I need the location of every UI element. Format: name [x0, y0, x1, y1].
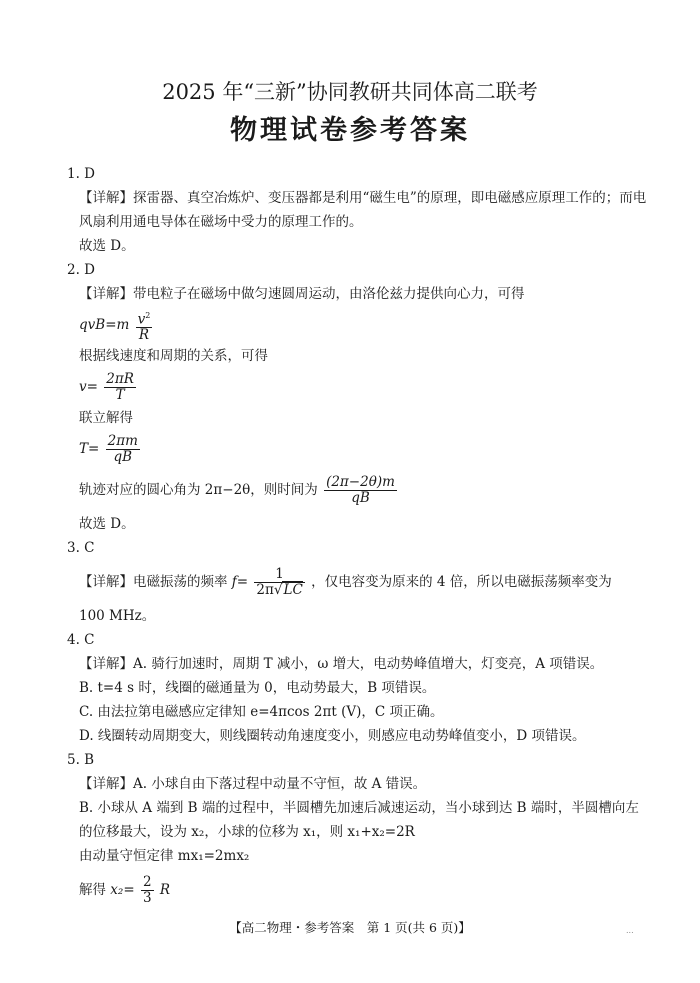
eq1-numerator: v: [137, 311, 146, 328]
q4-answer: 4. C: [67, 632, 95, 648]
q5-solution-prefix: 解得: [79, 882, 111, 898]
q5-eq-fraction: [141, 875, 154, 906]
page-title: 物理试卷参考答案: [230, 115, 470, 146]
page-footer: 【高二物理・参考答案 第 1 页(共 6 页)】: [229, 920, 471, 935]
q2-equation-lorentz: [67, 306, 637, 344]
q2-answer: 2. D: [67, 262, 95, 278]
eq1-denominator: R: [138, 327, 150, 344]
q5-answer: 5. B: [67, 752, 95, 768]
q2-equation-velocity: [67, 368, 637, 406]
q4-option-b: B. t=4 s 时，线圈的磁通量为 0，电动势最大，B 项错误。: [79, 680, 436, 696]
q2-detail-line-2: 根据线速度和周期的关系，可得: [79, 348, 268, 364]
q3-detail-a: 【详解】电磁振荡的频率: [79, 574, 228, 590]
eq3-numerator: 2πm: [107, 433, 138, 449]
q3-detail-line-1: [67, 560, 637, 604]
eq1-exponent: 2: [145, 310, 151, 320]
q4-option-d: D. 线圈转动周期变大，则线圈转动角速度变小，则感应电动势峰值变小，D 项错误。: [79, 728, 586, 744]
q3-eq-numerator: 1: [254, 567, 304, 583]
eq2-numerator: 2πR: [106, 371, 134, 387]
q5-solution: [67, 868, 637, 912]
q3-detail-line-2: 100 MHz。: [79, 608, 156, 624]
eq3-left: T=: [79, 441, 100, 457]
q1-detail-line-2: 风扇利用通电导体在磁场中受力的原理工作的。: [79, 214, 363, 230]
q2-detail-line-3: 联立解得: [79, 410, 133, 426]
eq1-fraction: [136, 308, 153, 344]
q3-eq-den-root: LC: [283, 582, 303, 598]
q2-detail-line-1: 【详解】带电粒子在磁场中做匀速圆周运动，由洛伦兹力提供向心力，可得: [79, 286, 525, 302]
q2-equation-period: [67, 430, 637, 468]
eq4-numerator: (2π−2θ)m: [326, 474, 395, 490]
q1-conclusion: 故选 D。: [79, 238, 135, 254]
q2-angle-text: 轨迹对应的圆心角为 2π−2θ，则时间为: [79, 482, 318, 498]
q2-conclusion: 故选 D。: [79, 516, 135, 532]
q5-option-b-line-1: B. 小球从 A 端到 B 端的过程中，半圆槽先加速后减速运动，当小球到达 B 端时，半圆槽向左: [79, 800, 639, 816]
q3-answer: 3. C: [67, 540, 95, 556]
q5-option-b-line-2: 的位移最大，设为 x₂，小球的位移为 x₁，则 x₁+x₂=2R: [79, 824, 415, 840]
eq2-left: v=: [79, 379, 98, 395]
q4-option-a: 【详解】A. 骑行加速时，周期 T 减小，ω 增大，电动势峰值增大，灯变亮，A 项错误。: [79, 656, 604, 672]
eq1-left: qvB: [79, 317, 106, 333]
q4-option-c: C. 由法拉第电磁感应定律知 e=4πcos 2πt (V)，C 项正确。: [79, 704, 444, 720]
exam-title: 2025 年“三新”协同教研共同体高二联考: [162, 80, 538, 104]
q5-momentum-equation: 由动量守恒定律 mx₁=2mx₂: [79, 848, 250, 864]
q5-eq-numerator: 2: [142, 874, 152, 890]
q3-eq-left: f=: [231, 574, 249, 590]
q5-eq-denominator: 3: [142, 890, 152, 906]
q1-detail-line-1: 【详解】探雷器、真空冶炼炉、变压器都是利用“磁生电”的原理，即电磁感应原理工作的；而电: [79, 190, 647, 206]
eq3-denominator: qB: [113, 449, 133, 465]
q3-eq-den-prefix: 2π: [256, 582, 274, 598]
q3-detail-b: ，仅电容变为原来的 4 倍，所以电磁振荡频率变为: [311, 574, 612, 590]
answer-content: [67, 162, 647, 912]
q2-detail-line-4: [67, 468, 637, 512]
corner-mark: ...: [626, 926, 634, 935]
q5-eq-right: R: [159, 882, 170, 898]
eq1-mid: =m: [105, 317, 130, 333]
eq2-denominator: T: [115, 387, 125, 403]
eq4-denominator: qB: [351, 490, 370, 506]
q5-eq-left: x₂=: [110, 882, 135, 898]
eq2-fraction: [104, 372, 136, 403]
q1-answer: 1. D: [67, 166, 95, 182]
eq4-fraction: [324, 475, 397, 506]
eq3-fraction: [106, 434, 140, 465]
q5-option-a: 【详解】A. 小球自由下落过程中动量不守恒，故 A 错误。: [79, 776, 427, 792]
q3-eq-fraction: $\frac{1}{2\pi√LC}$: [256, 566, 303, 598]
